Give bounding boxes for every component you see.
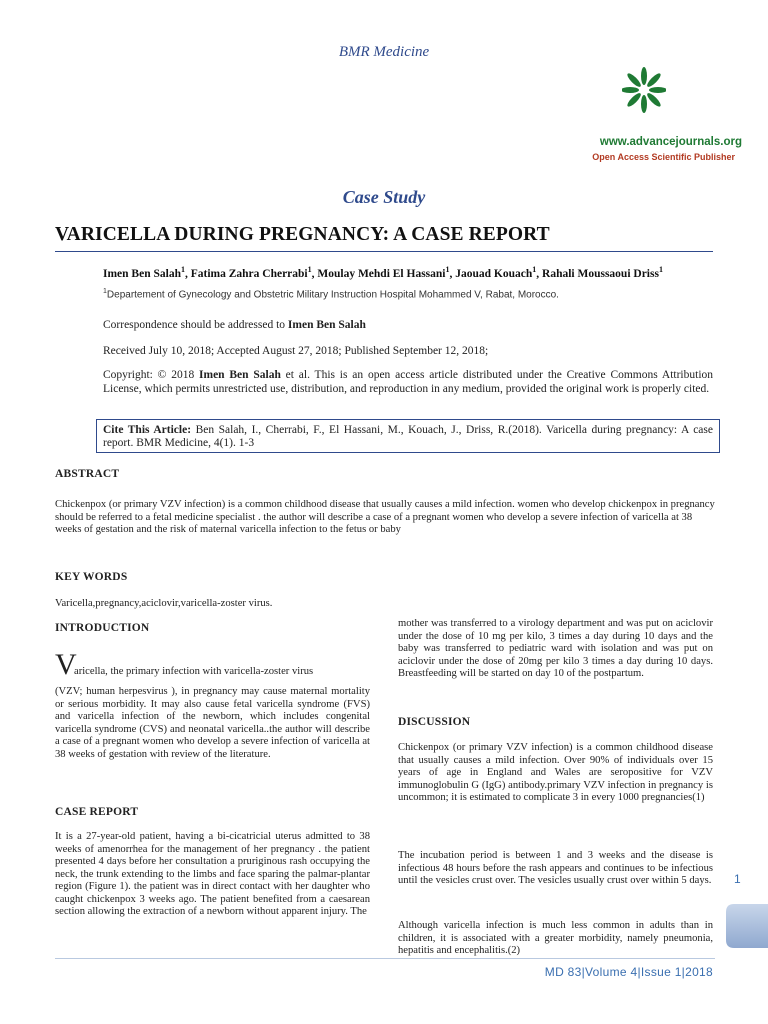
drop-cap: V: [55, 648, 77, 681]
author-list: Imen Ben Salah$^1$, Fatima Zahra Cherrabi$^1$, Moulay Mehdi El Hassani$^1$, Jaouad Kouach$^1$, Rahali Moussaoui Driss$^1$: [103, 265, 663, 280]
affil-mark: 1: [180, 265, 185, 274]
correspondence-text: Correspondence should be addressed to: [103, 319, 288, 331]
discussion-paragraph: Chickenpox (or primary VZV infection) is a common childhood disease that usually causes a mild infection. Over 90% of individuals over 15 years of age in England and Wales are seropositive for VZV immunoglobulin G (IgG) antibody.primary VZV infection in pregnancy is uncommon; it is estimated to complicate 3 in every 1000 pregnancies(1): [398, 742, 713, 803]
footer-issue-info: MD 83|Volume 4|Issue 1|2018: [544, 965, 713, 979]
author-name: Fatima Zahra Cherrabi: [190, 267, 308, 280]
affil-mark: 1: [445, 265, 450, 274]
affiliation-place: Military Instruction Hospital Mohammed V, Rabat, Morocco.: [293, 289, 559, 301]
correspondence-name: Imen Ben Salah: [287, 319, 366, 331]
author-name: Imen Ben Salah: [103, 267, 181, 280]
journal-name: BMR Medicine: [338, 44, 430, 60]
cite-text: Ben Salah, I., Cherrabi, F., El Hassani, M., Kouach, J., Driss, R.(2018). Varicella during pregnancy: A case report. BMR Medicine, 4(1). 1-3: [103, 424, 713, 449]
article-type: Case Study: [342, 187, 426, 207]
case-report-heading: CASE REPORT: [55, 806, 139, 818]
title-divider: [55, 251, 713, 252]
correspondence: [103, 318, 713, 332]
abstract-heading: ABSTRACT: [55, 468, 120, 480]
affil-mark: 1: [307, 265, 312, 274]
copyright-name: Imen Ben Salah: [199, 369, 281, 381]
keywords-heading: KEY WORDS: [55, 571, 128, 583]
abstract-text: Chickenpox (or primary VZV infection) is a common childhood disease that usually causes a mild infection. women who develop chickenpox in pregnancy should be referred to a fetal medicine specialist . the author will describe a case of a pregnant women who develop a severe infection of varicella at 38 weeks of gestation and the risk of maternal varicella infection to the fetus or baby: [55, 499, 715, 535]
author-name: Moulay Mehdi El Hassani: [317, 267, 446, 280]
case-report-text: It is a 27-year-old patient, having a bi-cicatricial uterus admitted to 38 weeks of amenorrhea for the management of her pregnancy . the patient presented 4 days before her consultation a pruriginous rash occupying the neck, the trunk extending to the limbs and face sparing the palmar-plantar region (Figure 1). the patient was in direct contact with her daughter who caught chickenpox 3 weeks ago. The patient benefited from a caesarean section allowing the extraction of a newborn without apparent injury. The: [55, 831, 370, 917]
copyright: [103, 368, 713, 396]
page-tab-decoration: [726, 904, 768, 948]
affil-mark: 1: [532, 265, 537, 274]
introduction-heading: INTRODUCTION: [55, 622, 150, 634]
copyright-pre: Copyright: © 2018: [103, 369, 200, 381]
page-number: 1: [734, 872, 741, 886]
cite-box: [96, 419, 720, 453]
affiliation: [103, 288, 713, 300]
affiliation-dept: Departement of Gynecology and Obstetric: [106, 289, 294, 301]
publisher-tagline: Open Access Scientific Publisher: [592, 152, 735, 162]
copyright-post: et al. This is an open access article distributed under the Creative Commons Attribution License, which permits unrestricted use, distribution, and reproduction in any medium, provided the original work is properly cited.: [103, 369, 714, 395]
author-name: Rahali Moussaoui Driss: [542, 267, 659, 280]
affil-mark: 1: [103, 288, 107, 295]
publisher-logo-icon: [622, 66, 666, 114]
discussion-paragraph: The incubation period is between 1 and 3 weeks and the disease is infectious 48 hours before the rash appears and continues to be infectious until the vesicles crust over. The vesicles usually crust over within 5 days.: [398, 850, 713, 886]
author-name: Jaouad Kouach: [455, 267, 533, 280]
article-title: VARICELLA DURING PREGNANCY: A CASE REPORT: [55, 224, 550, 245]
cite-label: Cite This Article:: [103, 424, 192, 436]
article-dates: Received July 10, 2018; Accepted August 27, 2018; Published September 12, 2018;: [103, 345, 489, 357]
introduction-text: (VZV; human herpesvirus ), in pregnancy may cause maternal mortality or serious morbidity. It may also cause fetal varicella syndrome (FVS) and varicella infection of the newborn, which includes congenital varicella syndrome (CVS) and neonatal varicella..the author will describe a case of a pregnant women who develop a severe infection of varicella at 38 weeks of gestation with review of the literature.: [55, 686, 370, 760]
publisher-url[interactable]: www.advancejournals.org: [599, 136, 742, 148]
case-report-continued: mother was transferred to a virology department and was put on aciclovir under the dose of 10 mg per kilo, 3 times a day during 10 days and the baby was transferred to pediatric ward with isolation and was put on aciclovir under the dose of 20mg per kilo 3 times a day during 10 days. Breastfeeding will be started on day 10 of the postpartum.: [398, 618, 713, 679]
footer-divider: [55, 958, 715, 959]
affil-mark: 1: [658, 265, 663, 274]
keywords-text: Varicella,pregnancy,aciclovir,varicella-zoster virus.: [55, 598, 273, 609]
discussion-paragraph: Although varicella infection is much less common in adults than in children, it is associated with a greater morbidity, namely pneumonia, hepatitis and encephalitis.(2): [398, 920, 713, 956]
introduction-first-line: aricella, the primary infection with varicella-zoster virus: [74, 666, 314, 677]
discussion-heading: DISCUSSION: [398, 716, 471, 728]
